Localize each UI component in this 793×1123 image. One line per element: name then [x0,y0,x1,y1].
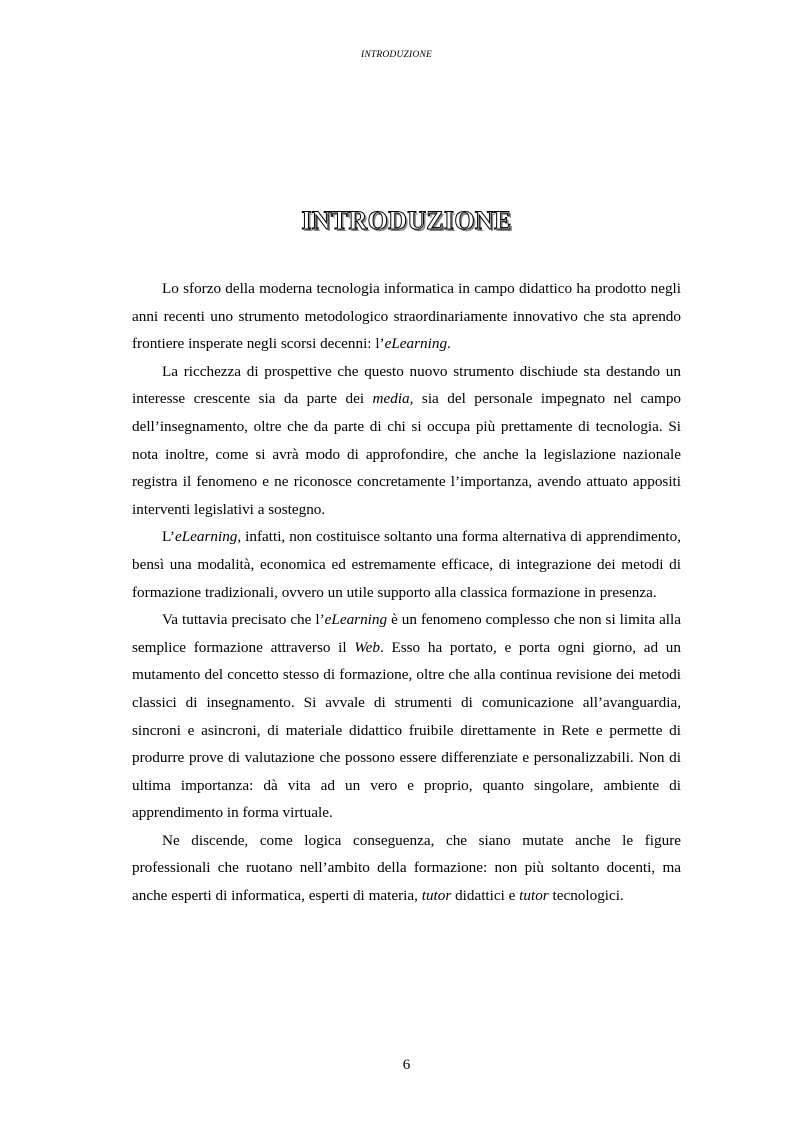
text-segment: , infatti, non costituisce soltanto una forma alternativa di apprendimento, bensì una modalità, economica ed estremamente efficace, di integrazione dei metodi di formazione tradizionali, ovvero un utile supporto alla classica formazione in presenza. [132,528,681,601]
paragraph [132,358,681,524]
text-segment: è un fenomeno complesso che non si limita alla semplice formazione attraverso il [132,611,681,656]
body-text [132,275,681,910]
paragraph [132,827,681,910]
text-segment: . Esso ha portato, e porta ogni giorno, ad un mutamento del concetto stesso di formazione, oltre che alla continua revisione dei metodi classici di insegnamento. Si avvale di strumenti di comunicazione all’avanguardia, sincroni e asincroni, di materiale didattico fruibile direttamente in Rete e permette di produrre prove di valutazione che possono essere differenziate e personalizzabili. Non di ultima importanza: dà vita ad un vero e proprio, quanto singolare, ambiente di apprendimento in forma virtuale. [132,638,681,822]
italic-term: media [372,390,410,408]
paragraph [132,523,681,606]
italic-term: eLearning [384,335,448,353]
paragraph [132,275,681,358]
text-segment: . [447,335,451,353]
text-segment: didattici e [451,887,520,905]
text-segment: Va tuttavia precisato che l’ [162,611,325,629]
page-number: 6 [402,1057,411,1073]
paragraph [132,606,681,827]
chapter-title: INTRODUZIONE [301,206,512,235]
italic-term: tutor [519,887,549,905]
text-segment: tecnologici. [548,887,624,905]
italic-term: tutor [421,887,452,905]
italic-term: eLearning [324,611,388,629]
italic-term: Web [354,638,380,656]
text-segment: La ricchezza di prospettive che questo nuovo strumento dischiude sta destando un interesse crescente sia da parte dei [132,362,681,408]
text-segment: L’ [162,528,175,546]
text-segment: Ne discende, come logica conseguenza, che siano mutate anche le figure professionali che ruotano nell’ambito della formazione: non più soltanto docenti, ma anche esperti di informatica, esperti di materia, [132,831,681,905]
running-header: INTRODUZIONE [360,50,432,60]
text-segment: Lo sforzo della moderna tecnologia informatica in campo didattico ha prodotto negli anni recenti uno strumento metodologico straordinariamente innovativo che sta aprendo frontiere insperate negli scorsi decenni: l’ [132,280,681,353]
text-segment: , sia del personale impegnato nel campo dell’insegnamento, oltre che da parte di chi si occupa più prettamente di tecnologia. Si nota inoltre, come si avrà modo di approfondire, che anche la legislazione nazionale registra il fenomeno e ne riconosce concretamente l’importanza, avendo attuato appositi interventi legislativi a sostegno. [132,390,682,518]
italic-term: eLearning [174,528,238,546]
